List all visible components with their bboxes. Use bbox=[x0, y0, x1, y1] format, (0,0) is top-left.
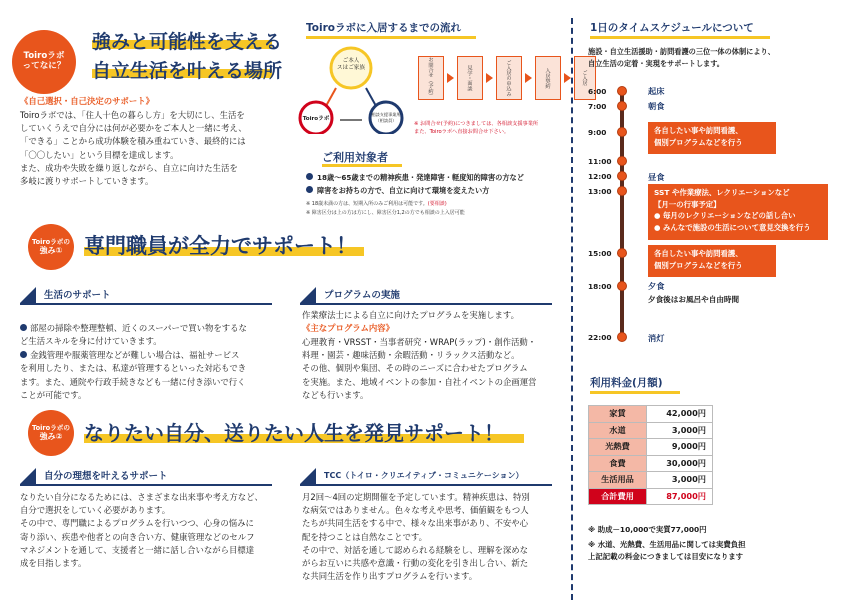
fee-amount: 42,000円 bbox=[647, 406, 713, 423]
strength1-badge bbox=[28, 224, 74, 270]
fee-amount: 3,000円 bbox=[647, 422, 713, 439]
flow-step-2: 見学・面談 bbox=[457, 56, 483, 100]
strength2-left-body: なりたい自分になるためには、さまざまな出来事や考え方など、 自分で選択をしていく必要があります。 その中で、専門職によるプログラムを行いつつ、心身の悩みに 寄り添い、疾患や他者との向き合い方、健康管理などのセルフ マネジメントを通して、支援者と一緒に話し合いながら目標達 成を目指します。 bbox=[20, 492, 263, 569]
fee-amount: 30,000円 bbox=[647, 455, 713, 472]
strength1-left-title: 生活のサポート bbox=[44, 290, 111, 301]
strength2-right-title: TCC（トイロ・クリエイティブ・コミュニケーション） bbox=[324, 470, 524, 480]
strength2-badge-line2: 強み② bbox=[39, 432, 63, 442]
fee-item: 水道 bbox=[589, 422, 647, 439]
fee-item: 生活用品 bbox=[589, 472, 647, 489]
strength2-right-head bbox=[300, 466, 552, 486]
bullet-icon bbox=[20, 351, 27, 358]
flow-cycle-toiro: Toiroラボ bbox=[302, 116, 330, 122]
flow-arrow-1 bbox=[447, 73, 454, 83]
users-item-1 bbox=[306, 173, 524, 183]
fees-title-underline bbox=[590, 391, 680, 394]
timeline-dot bbox=[617, 101, 627, 111]
strength2-badge-line1: Toiroラボの bbox=[32, 423, 70, 432]
event-breakfast: 朝食 bbox=[648, 101, 665, 111]
triangle-icon bbox=[300, 287, 316, 303]
time-22: 22:00 bbox=[588, 333, 612, 342]
strength1-badge-line2: 強み① bbox=[39, 246, 63, 256]
column-divider bbox=[571, 18, 573, 600]
fees-title: 利用料金(月額) bbox=[590, 377, 663, 389]
table-row bbox=[589, 406, 713, 423]
flow-arrow-4 bbox=[564, 73, 571, 83]
fee-amount: 9,000円 bbox=[647, 439, 713, 456]
strength2-left-head bbox=[20, 466, 272, 486]
time-13: 13:00 bbox=[588, 187, 612, 196]
intro-heading-line2: 自立生活を叶える場所 bbox=[92, 60, 283, 82]
fee-total-label: 合計費用 bbox=[589, 488, 647, 505]
flow-step-5: ご入居 bbox=[574, 56, 596, 100]
flow-step-3: ご入居の申込み bbox=[496, 56, 522, 100]
strength2-left-title: 自分の理想を叶えるサポート bbox=[44, 471, 168, 482]
table-row-total bbox=[589, 488, 713, 505]
table-row bbox=[589, 472, 713, 489]
strength1-left-item-2-text: 金銭管理や服薬管理などが難しい場合は、福祉サービス を利用したり、または、私達が管理するといった対応もでき ます。また、通院や行政手続きなども一緒に付き添いで行く ことが可能です。 bbox=[20, 350, 247, 400]
schedule-title-underline bbox=[590, 36, 770, 39]
table-row bbox=[589, 455, 713, 472]
time-11: 11:00 bbox=[588, 157, 612, 166]
bullet-icon bbox=[306, 173, 313, 180]
bullet-icon bbox=[20, 324, 27, 331]
time-6: 6:00 bbox=[588, 87, 607, 96]
users-item-2-text: 障害をお持ちの方で、自立に向けて環境を変えたい方 bbox=[317, 186, 490, 195]
schedule-title: 1日のタイムスケジュールについて bbox=[590, 22, 754, 34]
users-note-2: ※ 障害区分は上の方は方にし、障害区分1,2の方でも相談の上入居可能 bbox=[306, 210, 465, 216]
fee-item: 家賃 bbox=[589, 406, 647, 423]
event-dinner: 夕食 bbox=[648, 281, 665, 291]
triangle-icon bbox=[300, 468, 316, 484]
fee-item: 光熱費 bbox=[589, 439, 647, 456]
schedule-intro: 施設・自立生活援助・訪問看護の三位一体の体制により、 自立生活の定着・実現をサポートします。 bbox=[588, 47, 775, 68]
table-row bbox=[589, 422, 713, 439]
users-note-1 bbox=[306, 200, 447, 207]
time-18: 18:00 bbox=[588, 282, 612, 291]
table-row bbox=[589, 439, 713, 456]
fee-item: 食費 bbox=[589, 455, 647, 472]
strength2-badge bbox=[28, 410, 74, 456]
time-7: 7:00 bbox=[588, 102, 607, 111]
bullet-icon bbox=[306, 186, 313, 193]
about-badge bbox=[12, 30, 76, 94]
flow-cycle-consult: 相談支援事業所 （相談員） bbox=[371, 112, 401, 123]
users-item-2 bbox=[306, 186, 489, 196]
strength1-right-body: 心理教育・VRSST・当事者研究・WRAP(ラップ)・創作活動・ 料理・園芸・趣味活動・余暇活動・リラックス活動など。 その他、個別や集団、その時のニーズに合わせたプログラム を実施。また、地域イベントの参加・自社イベントの企画運営 なども行います。 bbox=[302, 337, 537, 400]
timeline-dot bbox=[617, 332, 627, 342]
flow-step-4: 入居契約 bbox=[535, 56, 561, 100]
timeline-dot bbox=[617, 248, 627, 258]
flow-title-underline bbox=[306, 36, 476, 39]
event-wake: 起床 bbox=[648, 86, 665, 96]
flow-step-1: お問合せ（予約） bbox=[418, 56, 444, 100]
users-note-1-text: ※ 18歳未満の方は、短期入所のみご利用は可能です。 bbox=[306, 201, 428, 207]
intro-heading-line1: 強みと可能性を支える bbox=[92, 31, 283, 53]
users-item-1-text: 18歳～65歳までの精神疾患・発達障害・軽度知的障害の方など bbox=[317, 173, 524, 182]
flow-arrow-3 bbox=[525, 73, 532, 83]
time-15: 15:00 bbox=[588, 249, 612, 258]
strength1-right-head bbox=[300, 285, 552, 305]
strength1-left-item-1-text: 部屋の掃除や整理整頓、近くのスーパーで買い物をするな ど生活スキルを身に付けていきます。 bbox=[20, 323, 247, 347]
timeline-dot bbox=[617, 86, 627, 96]
strength1-right-intro: 作業療法士による自立に向けたプログラムを実施します。 bbox=[302, 310, 519, 320]
flow-arrow-2 bbox=[486, 73, 493, 83]
about-badge-line2: ってなに？ bbox=[22, 61, 66, 71]
strength1-left-item-2 bbox=[20, 336, 292, 402]
users-title: ご利用対象者 bbox=[322, 151, 388, 164]
schedule-box-afternoon: SST や作業療法、レクリエーションなど 【月一の行事予定】 ● 毎月のレクリエーションなどの話し合い ● みんなで施設の生活について意見交換を行う bbox=[648, 184, 828, 240]
timeline-dot bbox=[617, 186, 627, 196]
strength1-badge-line1: Toiroラボの bbox=[32, 237, 70, 246]
flow-cycle-family: ご本人 スはご家族 bbox=[337, 58, 365, 71]
schedule-box-evening: 各自したい事や訪問看護、 個別プログラムなどを行う bbox=[648, 245, 776, 277]
fees-table bbox=[588, 405, 713, 505]
timeline-dot bbox=[617, 171, 627, 181]
users-title-underline bbox=[322, 164, 402, 167]
about-badge-line1: Toiroラボ bbox=[23, 51, 65, 62]
intro-body: Toiroラボでは、「住人十色の暮らし方」を大切にし、生活を していくうえで自分には何が必要かをご本人と一緒に考え、 「できる」ことから成功体験を積み重ねていき、最終的には 「〇〇したい」という目標を達成します。 また、成功や失敗を繰り返しながら、自立に向けた生活を 多岐に渡りサポートしていきます。 bbox=[20, 110, 247, 187]
event-lights-out: 消灯 bbox=[648, 333, 665, 343]
time-9: 9:00 bbox=[588, 128, 607, 137]
timeline-dot bbox=[617, 127, 627, 137]
fee-amount: 3,000円 bbox=[647, 472, 713, 489]
users-note-1-red: (要相談) bbox=[427, 201, 447, 207]
schedule-box-morning: 各自したい事や訪問看護、 個別プログラムなどを行う bbox=[648, 122, 776, 154]
fees-note-1: ※ 助成－10,000で実質77,000円 bbox=[588, 525, 707, 534]
strength2-right-body: 月2回～4回の定期開催を予定しています。精神疾患は、特別 な病気ではありません。色々な考えや思考、価値観をもつ人 たちが共同生活をする中で、様々な出来事があり、不安や心 配を持つことは自然なことです。 その中で、対話を通して認められる経験をし、理解を深めな がらお互いに共感や意識・行動の変化を引き出し合い、新た な共同生活を作り出すプログラムを行います。 bbox=[302, 492, 530, 582]
triangle-icon bbox=[20, 287, 36, 303]
fees-note-2: ※ 水道、光熱費、生活用品に関しては実費負担 上記記載の料金につきましては目安になります bbox=[588, 540, 746, 561]
event-lunch: 昼食 bbox=[648, 172, 665, 182]
time-12: 12:00 bbox=[588, 172, 612, 181]
triangle-icon bbox=[20, 468, 36, 484]
timeline-dot bbox=[617, 281, 627, 291]
strength2-heading: なりたい自分、送りたい人生を発見サポート！ bbox=[84, 421, 504, 445]
dinner-note: 夕食後はお風呂や自由時間 bbox=[648, 295, 740, 304]
strength1-right-sub: 《主なプログラム内容》 bbox=[302, 323, 395, 333]
fee-total-amount: 87,000円 bbox=[647, 488, 713, 505]
strength1-left-head bbox=[20, 285, 272, 305]
intro-subtitle: 《自己選択・自己決定のサポート》 bbox=[20, 96, 154, 106]
flow-title: Toiroラボに入居するまでの流れ bbox=[306, 22, 461, 34]
strength1-right-title: プログラムの実施 bbox=[324, 290, 400, 301]
strength1-heading: 専門職員が全力でサポート！ bbox=[84, 234, 357, 258]
flow-note: ※ お問合せ(予約)につきましては、各相談支援事業所 また、Toiroラボへ直接お問合せ下さい。 bbox=[414, 121, 539, 135]
timeline-dot bbox=[617, 156, 627, 166]
